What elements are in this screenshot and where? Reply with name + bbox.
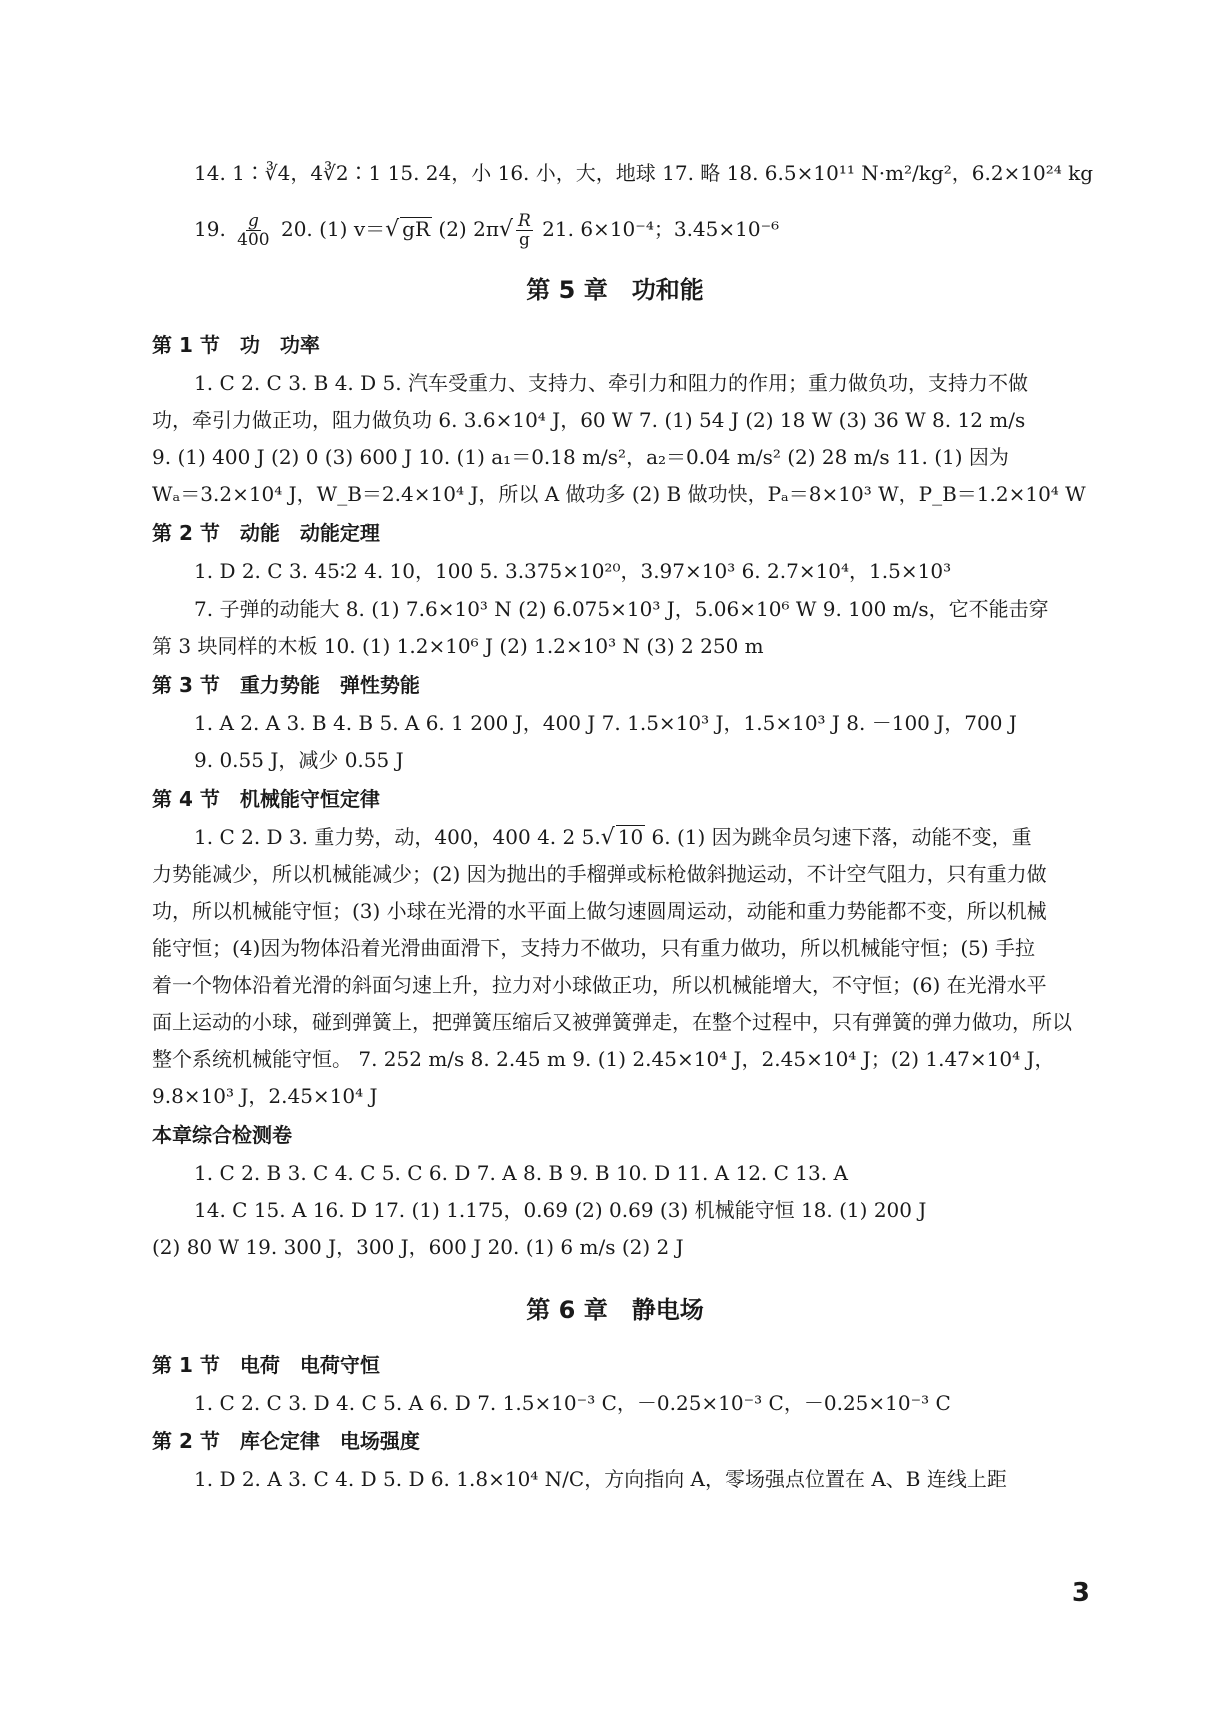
answer-line: 7. 子弹的动能大 8. (1) 7.6×10³ N (2) 6.075×10³ J，5.06×10⁶ W 9. 100 m/s，它不能击穿 <box>194 597 1049 621</box>
answer-line: Wₐ＝3.2×10⁴ J，W_B＝2.4×10⁴ J，所以 A 做功多 (2) B 做功快，Pₐ＝8×10³ W，P_B＝1.2×10⁴ W <box>152 482 1086 506</box>
answer-line: 1. C 2. C 3. D 4. C 5. A 6. D 7. 1.5×10⁻³ C，－0.25×10⁻³ C，－0.25×10⁻³ C <box>194 1391 951 1415</box>
answer-line: (2) 80 W 19. 300 J，300 J，600 J 20. (1) 6 m/s (2) 2 J <box>152 1235 684 1259</box>
answer-line: 能守恒；(4)因为物体沿着光滑曲面滑下，支持力不做功，只有重力做功，所以机械能守恒；(5) 手拉 <box>152 936 1036 960</box>
section-5-3-title: 第 3 节 重力势能 弹性势能 <box>152 673 420 697</box>
answer-line: 1. C 2. D 3. 重力势，动，400，400 4. 2 5.√ 10 6. (1) 因为跳伞员匀速下落，动能不变，重 <box>194 825 1032 850</box>
answer-line: 1. A 2. A 3. B 4. B 5. A 6. 1 200 J，400 J 7. 1.5×10³ J，1.5×10³ J 8. －100 J，700 J <box>194 711 1017 735</box>
answer-line: 1. D 2. A 3. C 4. D 5. D 6. 1.8×10⁴ N/C，方向指向 A，零场强点位置在 A、B 连线上距 <box>194 1467 1007 1491</box>
section-6-1-title: 第 1 节 电荷 电荷守恒 <box>152 1353 380 1377</box>
page-number: 3 <box>1071 1578 1090 1608</box>
section-5-1-title: 第 1 节 功 功率 <box>152 333 320 357</box>
answer-line: 功，所以机械能守恒；(3) 小球在光滑的水平面上做匀速圆周运动，动能和重力势能都不变，所以机械 <box>152 899 1047 923</box>
answer-line: 14. C 15. A 16. D 17. (1) 1.175，0.69 (2) 0.69 (3) 机械能守恒 18. (1) 200 J <box>194 1198 927 1222</box>
answer-line: 力势能减少，所以机械能减少；(2) 因为抛出的手榴弹或标枪做斜抛运动，不计空气阻力，只有重力做 <box>152 862 1047 886</box>
section-6-2-title: 第 2 节 库仑定律 电场强度 <box>152 1429 420 1453</box>
section-5-review-title: 本章综合检测卷 <box>152 1123 292 1147</box>
answer-line: 面上运动的小球，碰到弹簧上，把弹簧压缩后又被弹簧弹走，在整个过程中，只有弹簧的弹力做功，所以 <box>152 1010 1072 1034</box>
answer-line: 9. (1) 400 J (2) 0 (3) 600 J 10. (1) a₁＝0.18 m/s²，a₂＝0.04 m/s² (2) 28 m/s 11. (1) 因为 <box>152 445 1009 469</box>
sqrt-gR: gR <box>402 217 431 241</box>
answer-line: 9. 0.55 J，减少 0.55 J <box>194 748 404 772</box>
fraction-R-g: $\frac{R}{g}$ <box>518 211 531 250</box>
answer-line: 功，牵引力做正功，阻力做负功 6. 3.6×10⁴ J，60 W 7. (1) 54 J (2) 18 W (3) 36 W 8. 12 m/s <box>152 408 1026 432</box>
answer-line: 1. C 2. B 3. C 4. C 5. C 6. D 7. A 8. B 9. B 10. D 11. A 12. C 13. A <box>194 1161 848 1185</box>
answer-line: 第 3 块同样的木板 10. (1) 1.2×10⁶ J (2) 1.2×10³ N (3) 2 250 m <box>152 634 764 658</box>
chapter-6-title: 第 6 章 静电场 <box>526 1296 704 1324</box>
answer-line-14-18: 14. 1∶∛4，4∛2∶1 15. 24，小 16. 小，大，地球 17. 略 18. 6.5×10¹¹ N·m²/kg²，6.2×10²⁴ kg <box>194 161 1094 185</box>
sqrt-10: 10 <box>617 825 644 849</box>
answer-line: 1. C 2. C 3. B 4. D 5. 汽车受重力、支持力、牵引力和阻力的作用；重力做负功，支持力不做 <box>194 371 1028 395</box>
chapter-5-title: 第 5 章 功和能 <box>526 276 704 304</box>
answer-line: 1. D 2. C 3. 45∶2 4. 10，100 5. 3.375×10²⁰，3.97×10³ 6. 2.7×10⁴，1.5×10³ <box>194 559 952 583</box>
answer-line-19-21: 19. $\frac{g}{400}$ 20. (1) v＝√ gR (2) 2π√ $\frac{R}{g}$ 21. 6×10⁻⁴；3.45×10⁻⁶ <box>194 211 780 250</box>
fraction-g-400: $\frac{g}{400}$ <box>237 211 270 250</box>
section-5-2-title: 第 2 节 动能 动能定理 <box>152 521 380 545</box>
section-5-4-title: 第 4 节 机械能守恒定律 <box>152 787 380 811</box>
answer-line: 着一个物体沿着光滑的斜面匀速上升，拉力对小球做正功，所以机械能增大，不守恒；(6) 在光滑水平 <box>152 973 1047 997</box>
answer-line: 9.8×10³ J，2.45×10⁴ J <box>152 1084 378 1108</box>
answer-line: 整个系统机械能守恒。 7. 252 m/s 8. 2.45 m 9. (1) 2.45×10⁴ J，2.45×10⁴ J；(2) 1.47×10⁴ J， <box>152 1047 1055 1071</box>
